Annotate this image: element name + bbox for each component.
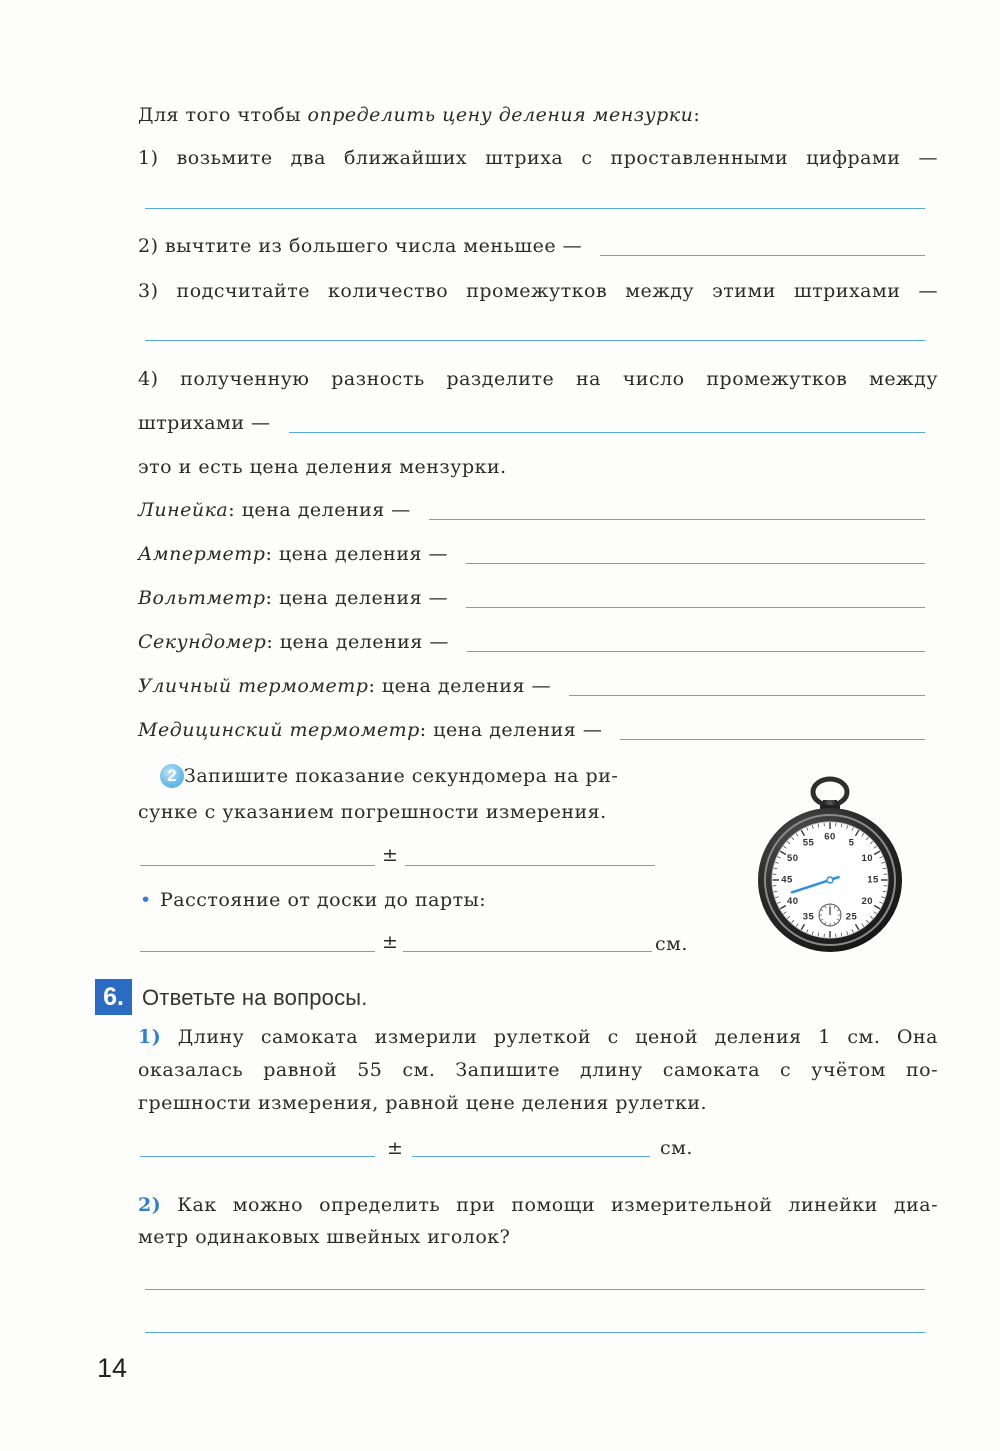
answer-line xyxy=(466,607,925,608)
instrument-label xyxy=(138,674,551,698)
answer-line xyxy=(620,739,925,740)
dial-number: 60 xyxy=(824,831,836,843)
unit-label: см. xyxy=(655,933,688,955)
instrument-row-street-thermometer xyxy=(138,674,925,698)
answer-line-value xyxy=(140,1156,375,1157)
stopwatch-crown xyxy=(813,779,847,810)
answer-line xyxy=(289,432,925,433)
conclusion: это и есть цена деления мензурки. xyxy=(138,456,507,478)
answer-line-error xyxy=(412,1156,650,1157)
instrument-row-medical-thermometer xyxy=(138,718,925,742)
instrument-label xyxy=(138,718,602,742)
instrument-rest: : цена деления — xyxy=(228,499,411,521)
instrument-name: Вольтметр xyxy=(138,587,266,609)
task-6-badge: 6. xyxy=(95,979,132,1015)
question-2-text: Как можно определить при помощи измерительной линейки диа- xyxy=(177,1194,938,1216)
stopwatch-pivot xyxy=(827,877,833,883)
instrument-label xyxy=(138,498,411,522)
unit-label: см. xyxy=(660,1137,693,1159)
question-1-number: 1) xyxy=(138,1026,162,1048)
answer-line-value xyxy=(140,951,375,952)
plus-minus-sign: ± xyxy=(387,1137,404,1159)
dial-number: 10 xyxy=(861,853,874,864)
instrument-rest: : цена деления — xyxy=(265,587,449,609)
instrument-rest: : цена деления — xyxy=(265,543,449,565)
step-4-line-1: 4) полученную разность разделите на число промежутков между xyxy=(138,368,938,390)
instrument-name: Линейка xyxy=(138,499,229,521)
answer-line-error xyxy=(403,951,652,952)
instrument-rest: : цена деления — xyxy=(266,631,449,653)
step-2: 2) вычтите из большего числа меньшее — xyxy=(138,235,583,257)
task-2-line-2: сунке с указанием погрешности измерения. xyxy=(138,801,607,823)
answer-line xyxy=(569,695,925,696)
intro-prefix: Для того чтобы xyxy=(138,104,308,126)
instrument-name: Амперметр xyxy=(138,543,266,565)
instrument-row-ammeter xyxy=(138,542,925,566)
task-2-badge: 2 xyxy=(160,764,184,788)
step-1: 1) возьмите два ближайших штриха с проставленными цифрами — xyxy=(138,147,938,169)
answer-line xyxy=(145,208,925,209)
step-4-row xyxy=(138,411,925,435)
question-2-line-1 xyxy=(138,1193,938,1217)
instrument-name: Секундомер xyxy=(138,631,267,653)
dial-number: 5 xyxy=(848,837,855,849)
task-6-title: Ответьте на вопросы. xyxy=(142,985,368,1010)
answer-line xyxy=(145,1332,925,1333)
question-1-line-2: оказалась равной 55 см. Запишите длину самоката с учётом по- xyxy=(138,1059,938,1081)
instrument-name: Медицинский термометр xyxy=(138,719,420,741)
instrument-row-ruler xyxy=(138,498,925,522)
dial-number: 45 xyxy=(781,874,793,886)
question-1-line-3: грешности измерения, равной цене деления рулетки. xyxy=(138,1092,708,1114)
plus-minus-sign: ± xyxy=(382,931,399,953)
dial-number: 55 xyxy=(802,837,815,849)
instrument-name: Уличный термометр xyxy=(138,675,369,697)
instrument-label xyxy=(138,630,449,654)
instrument-label xyxy=(138,542,448,566)
answer-line xyxy=(467,651,925,652)
instrument-row-voltmeter xyxy=(138,586,925,610)
dial-number: 20 xyxy=(861,896,874,907)
answer-line xyxy=(429,519,925,520)
dial-number: 15 xyxy=(867,874,879,886)
stopwatch-subdial xyxy=(819,904,841,926)
dial-number: 50 xyxy=(786,853,799,864)
stopwatch-icon xyxy=(750,774,915,959)
dial-number: 35 xyxy=(802,911,815,923)
question-1-text: Длину самоката измерили рулеткой с ценой деления 1 см. Она xyxy=(177,1026,938,1048)
instrument-rest: : цена деления — xyxy=(368,675,551,697)
instrument-rest: : цена деления — xyxy=(419,719,603,741)
answer-line xyxy=(145,1289,925,1290)
page-number: 14 xyxy=(97,1353,128,1383)
dial-number: 25 xyxy=(845,911,858,923)
answer-line xyxy=(600,255,925,256)
answer-line-error xyxy=(405,865,655,866)
distance-label: Расстояние от доски до парты: xyxy=(160,889,487,911)
question-1-line-1 xyxy=(138,1025,938,1049)
question-2-line-2: метр одинаковых швейных иголок? xyxy=(138,1226,511,1248)
bullet-icon: • xyxy=(140,889,152,911)
step-4-line-2: штрихами — xyxy=(138,412,271,434)
instrument-row-stopwatch xyxy=(138,630,925,654)
task-2-line-1: Запишите показание секундомера на ри- xyxy=(184,765,619,787)
instrument-label xyxy=(138,586,448,610)
answer-line xyxy=(145,340,925,341)
intro-line xyxy=(138,103,700,127)
step-3: 3) подсчитайте количество промежутков между этими штрихами — xyxy=(138,280,938,302)
answer-line xyxy=(466,563,925,564)
plus-minus-sign: ± xyxy=(382,844,399,866)
question-2-number: 2) xyxy=(138,1194,162,1216)
intro-emphasis: определить цену деления мензурки xyxy=(307,104,694,126)
dial-number: 40 xyxy=(786,896,799,907)
answer-line-value xyxy=(140,865,375,866)
step-2-row xyxy=(138,234,925,258)
intro-suffix: : xyxy=(693,104,701,126)
